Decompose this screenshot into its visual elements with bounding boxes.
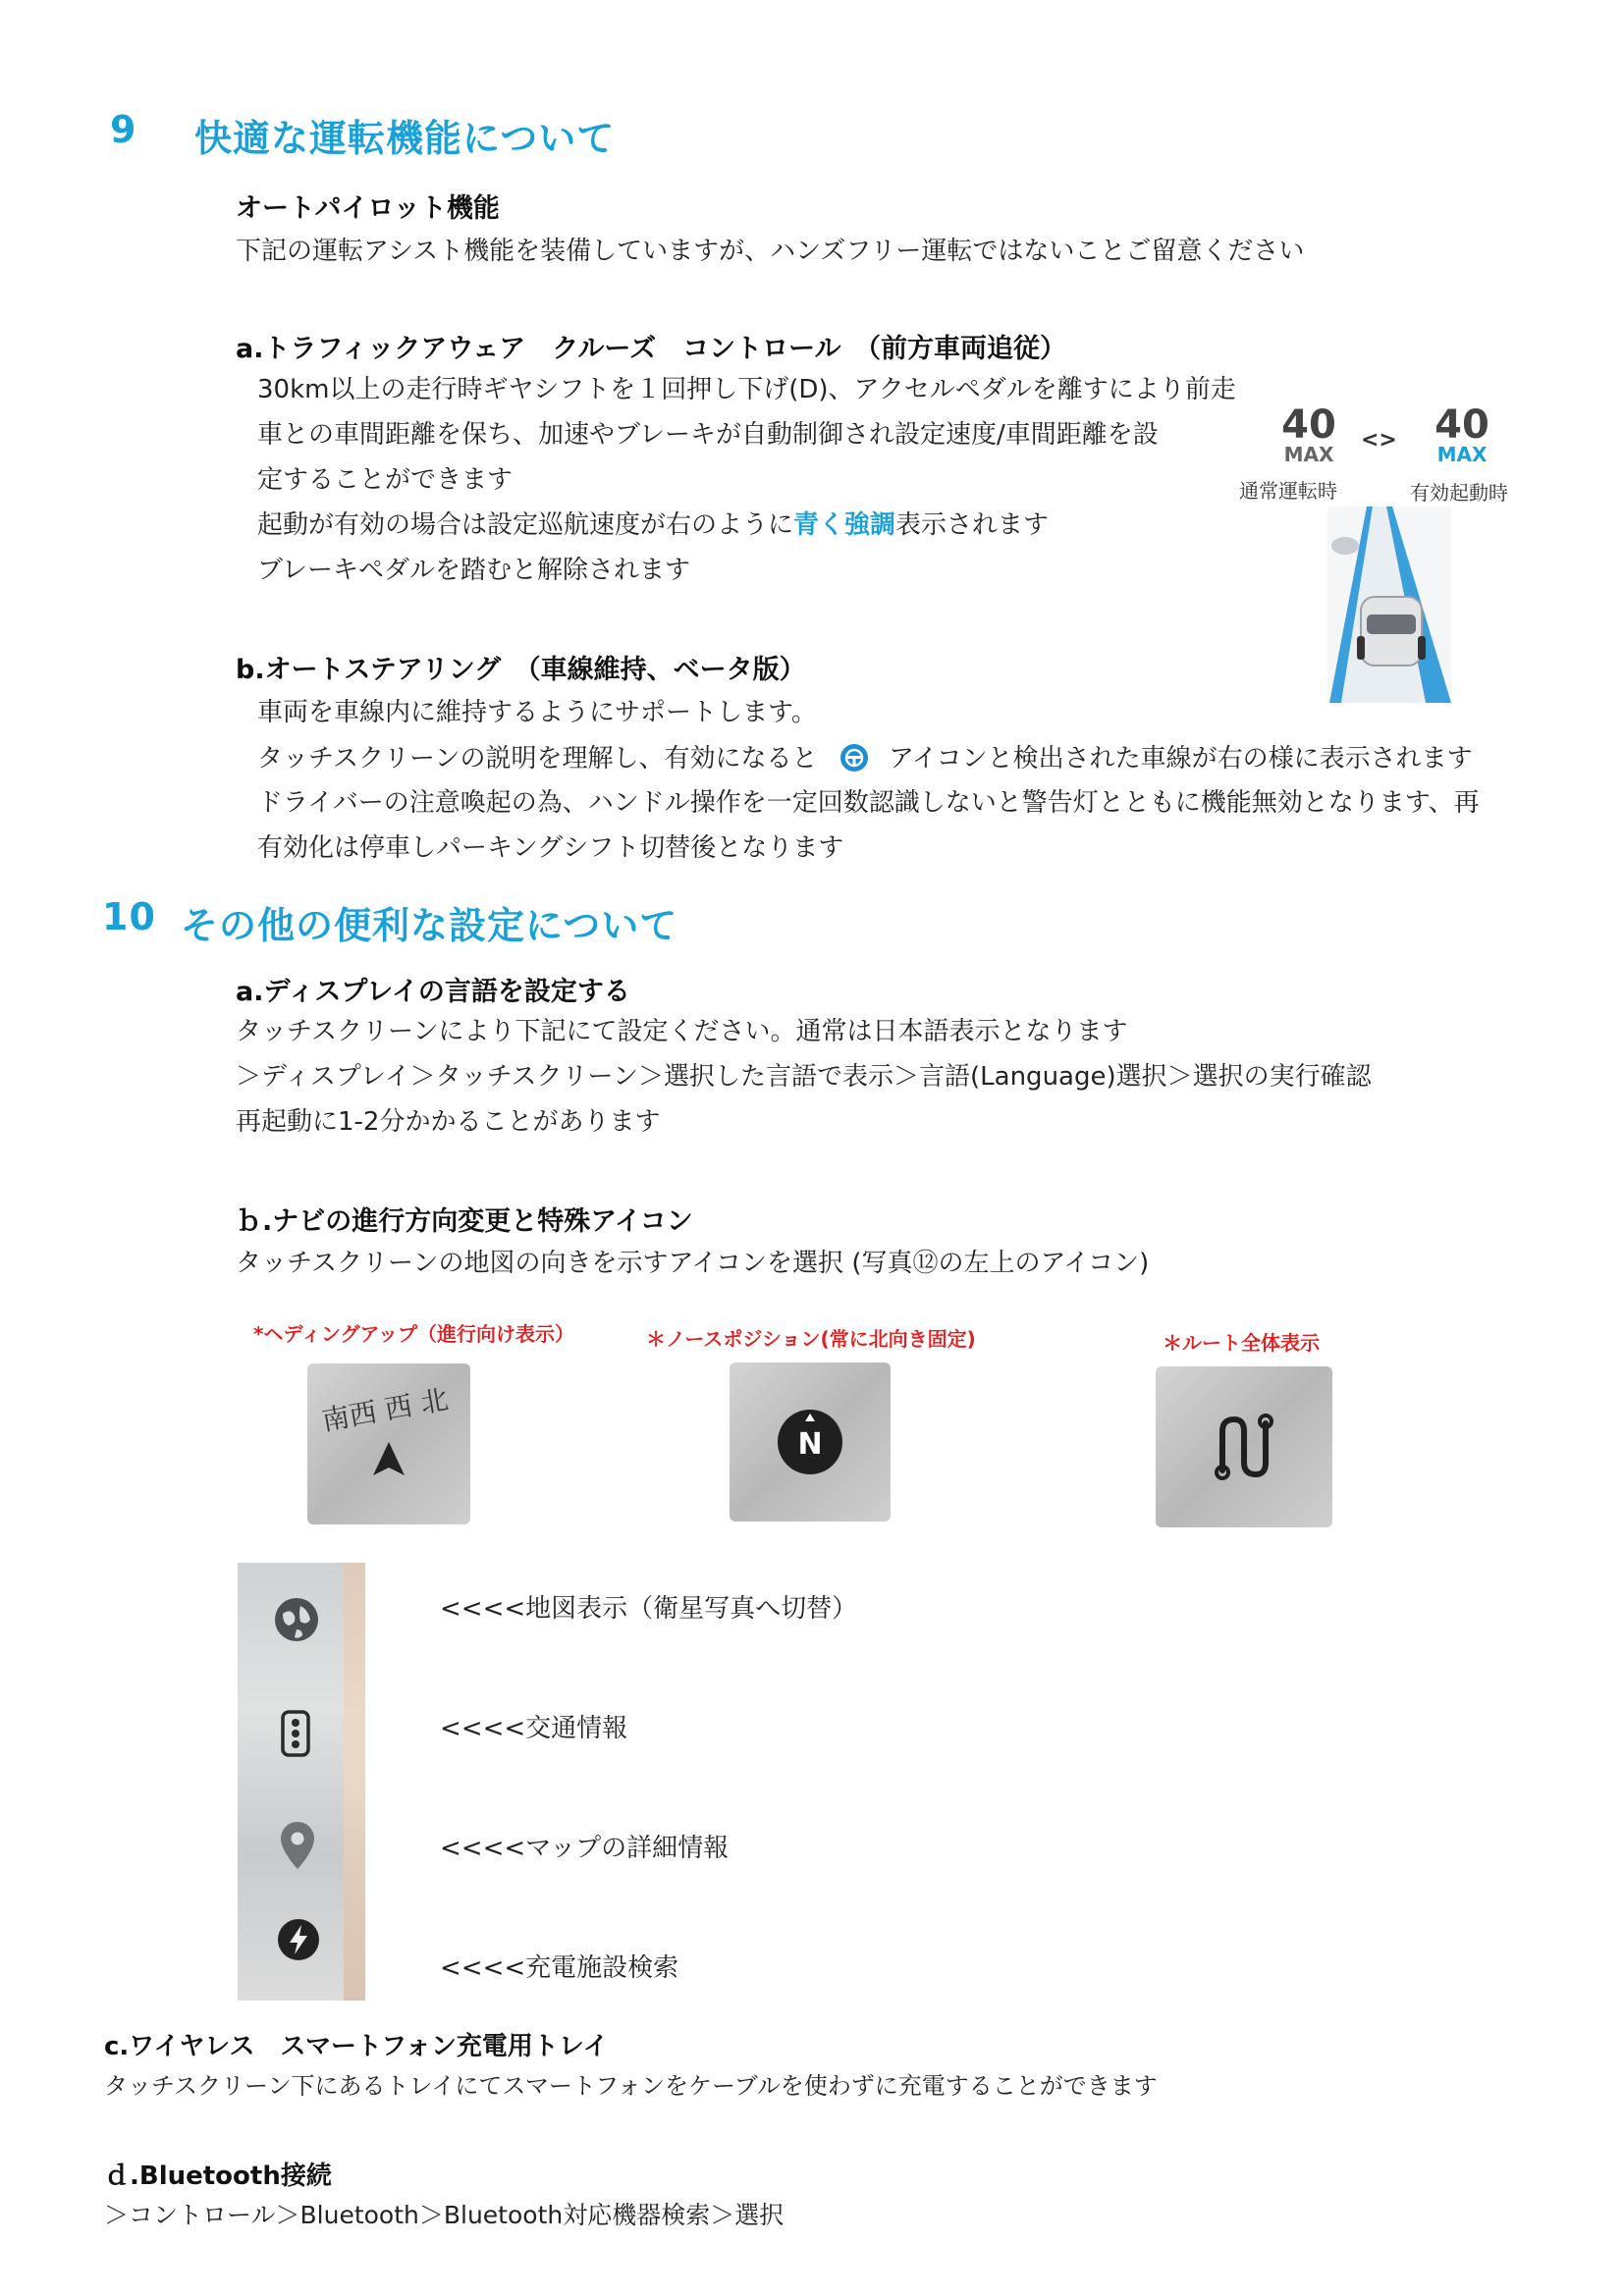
section-9-number: 9: [110, 108, 137, 151]
language-heading: a.ディスプレイの言語を設定する: [236, 977, 630, 1007]
bluetooth-heading: ｄ.Bluetooth接続: [104, 2162, 332, 2191]
speed-compare-arrow: <>: [1361, 428, 1397, 453]
compass-letter: N: [797, 1427, 823, 1462]
navi-text-line: タッチスクリーンの地図の向きを示すアイコンを選択 (写真⑫の左上のアイコン): [236, 1249, 1150, 1278]
autosteer-text-line: 有効化は停車しパーキングシフト切替後となります: [257, 833, 844, 863]
speed-active-caption: 有効起動時: [1410, 481, 1508, 505]
tacc-text-line: ブレーキペダルを踏むと解除されます: [257, 556, 690, 585]
strip-label-traffic: <<<<交通情報: [440, 1714, 628, 1743]
language-text-line: タッチスクリーンにより下記にて設定ください。通常は日本語表示となります: [236, 1017, 1128, 1046]
wireless-charging-text: タッチスクリーン下にあるトレイにてスマートフォンをケーブルを使わずに充電することができます: [104, 2072, 1158, 2100]
compass-north-icon: [776, 1408, 844, 1476]
tacc-text-line: 車との車間距離を保ち、加速やブレーキが自動制御され設定速度/車間距離を設: [257, 420, 1159, 450]
route-path-icon: [1209, 1410, 1279, 1484]
north-up-icon: [730, 1362, 891, 1522]
autosteer-text-pre: タッチスクリーンの説明を理解し、有効になると: [257, 744, 818, 774]
heading-up-caption: *ヘディングアップ（進行向け表示）: [253, 1322, 575, 1346]
bluetooth-text: ＞コントロール＞Bluetooth＞Bluetooth対応機器検索＞選択: [104, 2201, 785, 2229]
strip-label-charger-search: <<<<充電施設検索: [440, 1953, 679, 1983]
wireless-charging-heading: c.ワイヤレス スマートフォン充電用トレイ: [104, 2032, 609, 2061]
globe-icon[interactable]: [273, 1596, 320, 1643]
tacc-text-post: 表示されます: [895, 510, 1050, 540]
speed-active-unit: MAX: [1436, 443, 1488, 466]
map-pin-icon[interactable]: [279, 1820, 316, 1871]
strip-label-map-display: <<<<地図表示（衛星写真へ切替）: [440, 1594, 858, 1624]
autopilot-description: 下記の運転アシスト機能を装備していますが、ハンズフリー運転ではないことご留意ください: [236, 237, 1305, 266]
speed-normal-caption: 通常運転時: [1239, 479, 1337, 503]
strip-label-map-details: <<<<マップの詳細情報: [440, 1834, 730, 1863]
tacc-heading: a.トラフィックアウェア クルーズ コントロール （前方車両追従）: [236, 334, 1067, 364]
route-overview-icon: [1156, 1366, 1332, 1527]
autopilot-heading: オートパイロット機能: [236, 193, 500, 224]
tacc-text-emphasis: 青く強調: [793, 510, 896, 540]
speed-normal-unit: MAX: [1283, 443, 1334, 466]
autosteer-text-line: ドライバーの注意喚起の為、ハンドル操作を一定回数認識しないと警告灯とともに機能無効となります、再: [257, 788, 1480, 818]
traffic-light-icon[interactable]: [281, 1710, 310, 1757]
route-overview-caption: ＊ルート全体表示: [1163, 1331, 1320, 1355]
language-text-line: 再起動に1-2分かかることがあります: [236, 1107, 661, 1137]
tacc-text-pre: 起動が有効の場合は設定巡航速度が右のように: [257, 510, 794, 540]
heading-up-icon: [307, 1363, 470, 1524]
speed-active: [1418, 402, 1506, 466]
tacc-text-line: [257, 510, 1049, 540]
tacc-text-line: 30km以上の走行時ギヤシフトを１回押し下げ(D)、アクセルペダルを離すにより前走: [257, 375, 1236, 404]
tacc-text-line: 定することができます: [257, 465, 514, 495]
autosteer-heading: b.オートステアリング （車線維持、ベータ版）: [236, 655, 806, 685]
section-9-title: 快適な運転機能について: [194, 117, 616, 160]
speed-normal: [1265, 402, 1353, 466]
speed-active-value: 40: [1435, 402, 1489, 448]
speed-normal-value: 40: [1281, 402, 1336, 448]
autosteer-text-post: アイコンと検出された車線が右の様に表示されます: [888, 744, 1473, 774]
navigation-arrow-icon: [369, 1440, 408, 1479]
section-10-title: その他の便利な設定について: [181, 904, 678, 947]
charging-bolt-icon[interactable]: [277, 1918, 320, 1961]
autosteer-text-line: [257, 743, 1473, 774]
map-button-strip: [238, 1563, 365, 2001]
heading-up-map-text: 南西 西 北: [319, 1382, 451, 1437]
north-up-caption: ＊ノースポジション(常に北向き固定): [646, 1327, 976, 1351]
steering-wheel-icon: [839, 743, 869, 773]
map-edge: [344, 1563, 365, 2001]
section-10-number: 10: [102, 895, 156, 938]
language-text-line: ＞ディスプレイ＞タッチスクリーン＞選択した言語で表示＞言語(Language)選択＞選択の実行確認: [236, 1062, 1372, 1092]
autosteer-lane-image: [1327, 507, 1451, 703]
autosteer-text-line: 車両を車線内に維持するようにサポートします。: [257, 698, 817, 727]
navi-heading: ｂ.ナビの進行方向変更と特殊アイコン: [236, 1206, 693, 1237]
